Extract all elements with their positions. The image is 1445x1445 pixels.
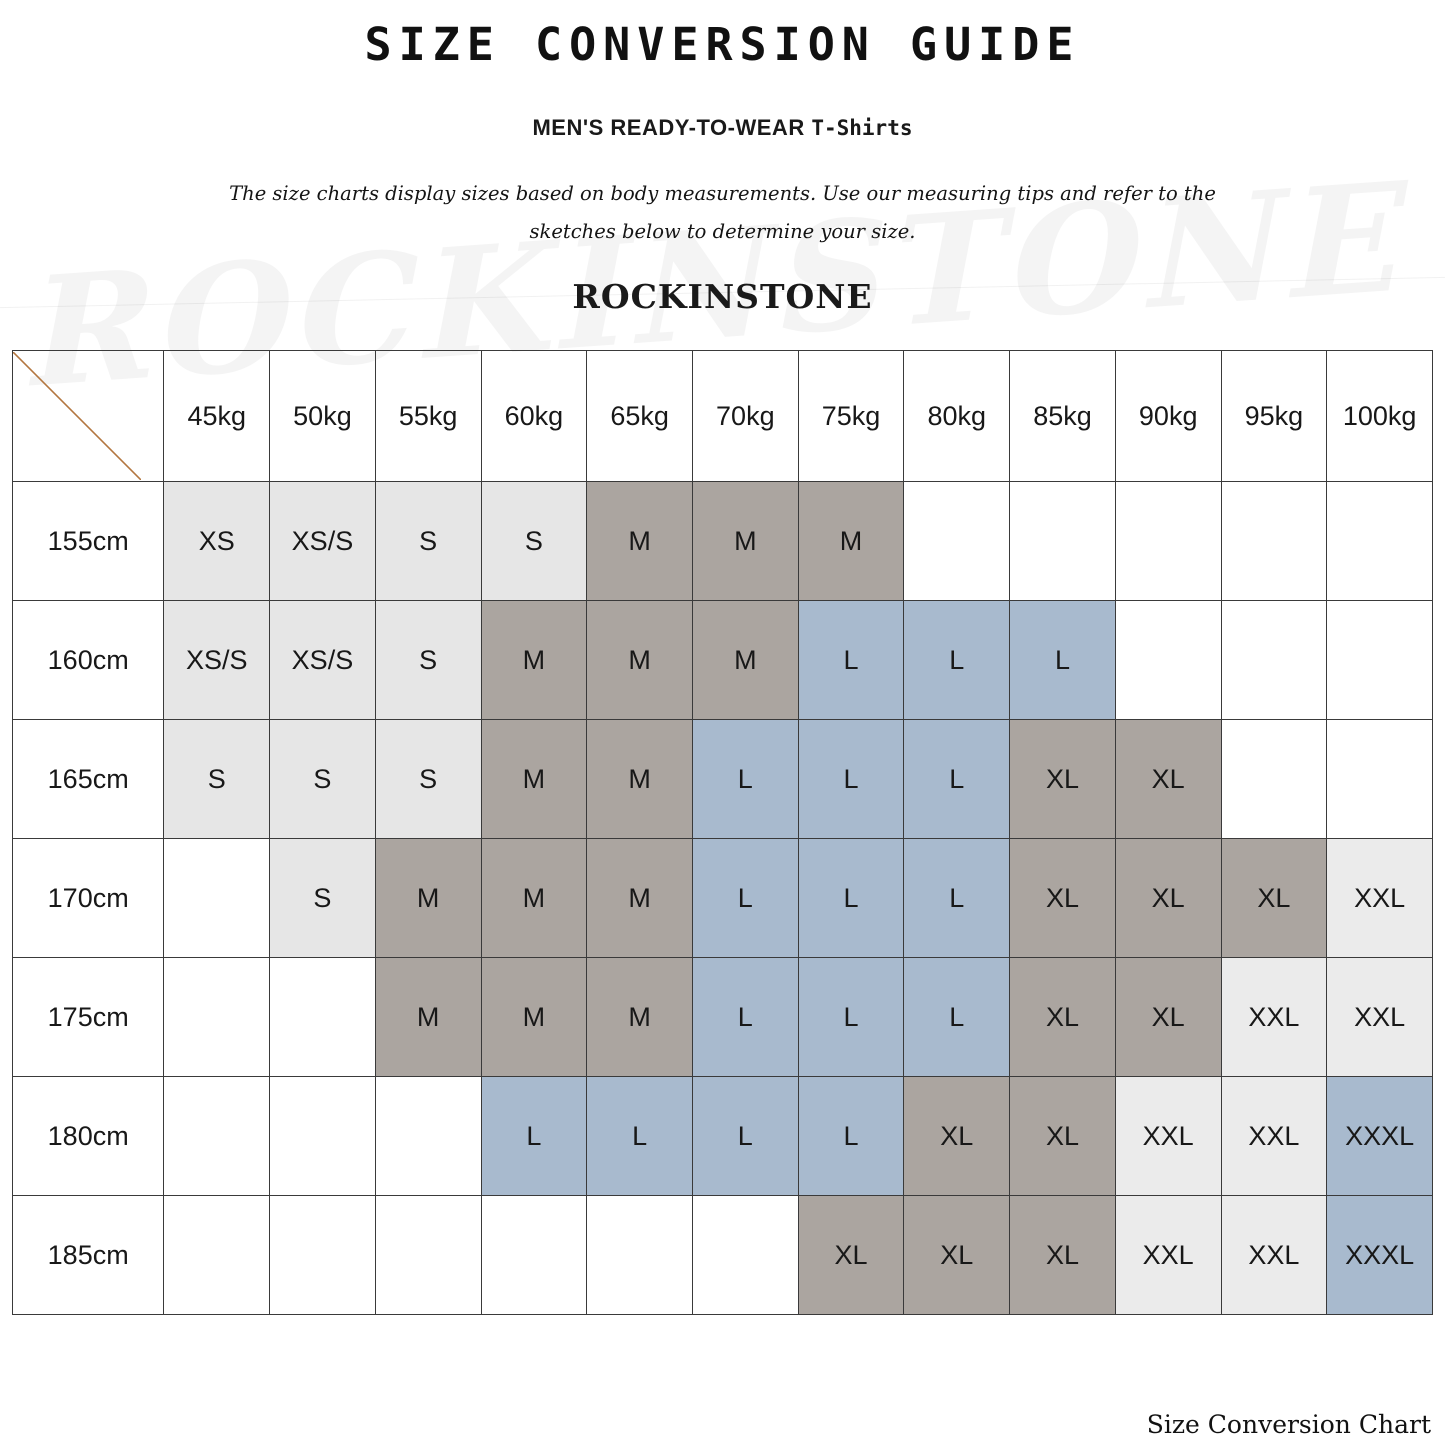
size-cell [1327, 601, 1433, 720]
size-cell: XL [1010, 839, 1116, 958]
size-cell: M [587, 839, 693, 958]
table-row [13, 1077, 1433, 1196]
size-cell: L [692, 839, 798, 958]
size-cell: L [692, 1077, 798, 1196]
footer-caption: Size Conversion Chart [1146, 1410, 1431, 1439]
size-cell: L [798, 958, 904, 1077]
size-cell: M [481, 839, 587, 958]
size-cell: XXL [1115, 1077, 1221, 1196]
size-cell: L [692, 720, 798, 839]
column-header-weight: 45kg [164, 351, 270, 482]
size-cell: S [481, 482, 587, 601]
size-cell: XL [904, 1196, 1010, 1315]
size-cell [1221, 720, 1327, 839]
size-cell [1327, 720, 1433, 839]
size-cell: M [375, 958, 481, 1077]
size-cell [164, 958, 270, 1077]
size-cell [1327, 482, 1433, 601]
size-cell: XXXL [1327, 1077, 1433, 1196]
size-cell [692, 1196, 798, 1315]
row-header-height: 175cm [13, 958, 164, 1077]
table-row [13, 482, 1433, 601]
row-header-height: 170cm [13, 839, 164, 958]
size-cell [1115, 482, 1221, 601]
size-cell [164, 1077, 270, 1196]
size-cell: S [270, 839, 376, 958]
size-cell: XS/S [164, 601, 270, 720]
size-cell: XXXL [1327, 1196, 1433, 1315]
size-cell: L [798, 1077, 904, 1196]
page-title: SIZE CONVERSION GUIDE [364, 18, 1081, 71]
size-cell [270, 1077, 376, 1196]
size-cell: M [375, 839, 481, 958]
column-header-weight: 70kg [692, 351, 798, 482]
size-table-container [0, 350, 1445, 1315]
page-subtitle [0, 71, 1445, 141]
size-cell: XL [1010, 1196, 1116, 1315]
column-header-weight: 95kg [1221, 351, 1327, 482]
subtitle-category: T-Shirts [811, 116, 913, 140]
size-cell: XS/S [270, 601, 376, 720]
size-cell: XXL [1327, 839, 1433, 958]
intro-paragraph: The size charts display sizes based on body measurements. Use our measuring tips and refer to the sketches below to determine your size. [229, 182, 1216, 244]
size-cell [481, 1196, 587, 1315]
size-cell: XXL [1327, 958, 1433, 1077]
size-cell: XL [798, 1196, 904, 1315]
column-header-weight: 65kg [587, 351, 693, 482]
size-cell: M [481, 720, 587, 839]
table-header [13, 351, 1433, 482]
size-cell: XL [1010, 1077, 1116, 1196]
size-cell: M [692, 482, 798, 601]
size-cell [904, 482, 1010, 601]
column-header-weight: 60kg [481, 351, 587, 482]
diagonal-line-icon [13, 352, 141, 480]
size-cell: XS [164, 482, 270, 601]
size-cell [270, 1196, 376, 1315]
size-cell: M [587, 720, 693, 839]
size-cell: M [798, 482, 904, 601]
column-header-weight: 50kg [270, 351, 376, 482]
size-cell: M [481, 958, 587, 1077]
column-header-weight: 85kg [1010, 351, 1116, 482]
size-cell: L [1010, 601, 1116, 720]
table-row [13, 1196, 1433, 1315]
size-cell: XXL [1115, 1196, 1221, 1315]
row-header-height: 155cm [13, 482, 164, 601]
size-cell: L [904, 601, 1010, 720]
size-cell: S [375, 601, 481, 720]
table-row [13, 601, 1433, 720]
size-cell [375, 1077, 481, 1196]
table-row [13, 958, 1433, 1077]
size-cell: L [904, 720, 1010, 839]
size-cell: XL [1010, 720, 1116, 839]
row-header-height: 180cm [13, 1077, 164, 1196]
size-cell: XL [1010, 958, 1116, 1077]
size-cell: S [164, 720, 270, 839]
size-cell: M [587, 601, 693, 720]
size-cell: S [375, 482, 481, 601]
size-cell: M [692, 601, 798, 720]
size-cell: S [375, 720, 481, 839]
size-cell: S [270, 720, 376, 839]
size-cell: L [904, 958, 1010, 1077]
size-cell: XL [1115, 958, 1221, 1077]
table-row [13, 720, 1433, 839]
size-cell: XL [1115, 720, 1221, 839]
column-header-weight: 80kg [904, 351, 1010, 482]
size-cell: L [692, 958, 798, 1077]
row-header-height: 160cm [13, 601, 164, 720]
size-cell: M [587, 482, 693, 601]
size-cell: M [481, 601, 587, 720]
size-cell: M [587, 958, 693, 1077]
size-cell: L [587, 1077, 693, 1196]
size-cell [164, 839, 270, 958]
row-header-height: 165cm [13, 720, 164, 839]
size-cell: L [798, 601, 904, 720]
subtitle-main: MEN'S READY-TO-WEAR [532, 115, 805, 140]
corner-diagonal-cell [13, 351, 164, 482]
size-cell: XL [1221, 839, 1327, 958]
brand-name: ROCKINSTONE [572, 277, 873, 317]
table-row [13, 839, 1433, 958]
table-header-row [13, 351, 1433, 482]
column-header-weight: 90kg [1115, 351, 1221, 482]
size-cell: XXL [1221, 1196, 1327, 1315]
size-cell [375, 1196, 481, 1315]
size-cell: L [904, 839, 1010, 958]
column-header-weight: 100kg [1327, 351, 1433, 482]
column-header-weight: 75kg [798, 351, 904, 482]
size-cell: XXL [1221, 958, 1327, 1077]
size-cell: L [798, 839, 904, 958]
size-cell [1115, 601, 1221, 720]
size-cell: XXL [1221, 1077, 1327, 1196]
size-cell: XL [1115, 839, 1221, 958]
column-header-weight: 55kg [375, 351, 481, 482]
size-cell [1221, 601, 1327, 720]
size-cell: XL [904, 1077, 1010, 1196]
size-conversion-table [12, 350, 1433, 1315]
size-cell: L [798, 720, 904, 839]
row-header-height: 185cm [13, 1196, 164, 1315]
size-cell [587, 1196, 693, 1315]
size-cell [1221, 482, 1327, 601]
size-cell [270, 958, 376, 1077]
size-cell: L [481, 1077, 587, 1196]
table-body [13, 482, 1433, 1315]
size-cell [164, 1196, 270, 1315]
size-cell: XS/S [270, 482, 376, 601]
size-cell [1010, 482, 1116, 601]
